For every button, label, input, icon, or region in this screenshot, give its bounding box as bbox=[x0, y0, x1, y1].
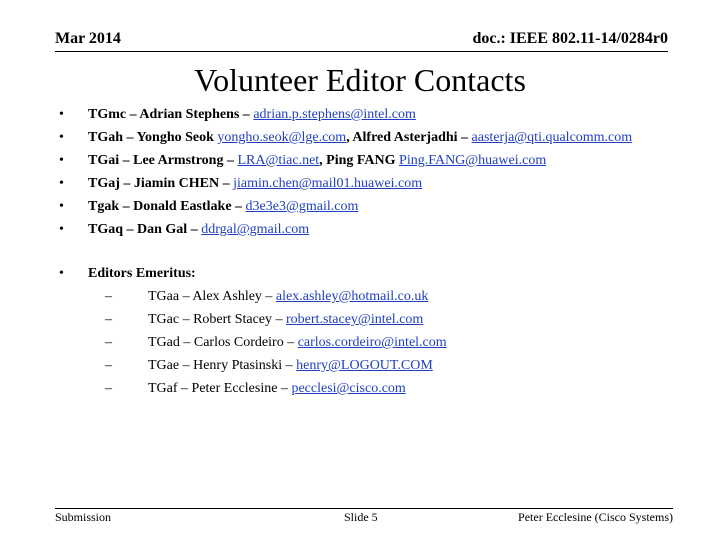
list-item bbox=[88, 380, 689, 397]
contact-name: TGac – Robert Stacey – bbox=[148, 312, 287, 327]
contact-name: TGaq – Dan Gal – bbox=[88, 222, 202, 237]
contact-name: TGah – Yongho Seok bbox=[88, 130, 218, 145]
bullet-icon: • bbox=[59, 176, 64, 191]
list-item-emeritus bbox=[59, 265, 689, 397]
list-item bbox=[59, 175, 689, 192]
contact-name: , Ping FANG bbox=[319, 153, 400, 168]
email-link[interactable]: adrian.p.stephens@intel.com bbox=[253, 107, 416, 122]
list-item bbox=[59, 129, 689, 146]
bullet-icon: • bbox=[59, 107, 64, 122]
dash-icon: – bbox=[105, 289, 112, 304]
email-link[interactable]: ddrgal@gmail.com bbox=[201, 222, 310, 237]
bullet-icon: • bbox=[59, 153, 64, 168]
dash-icon: – bbox=[105, 358, 112, 373]
footer-author: Peter Ecclesine (Cisco Systems) bbox=[518, 510, 673, 524]
email-link[interactable]: carlos.cordeiro@intel.com bbox=[297, 335, 447, 350]
list-item bbox=[88, 288, 689, 305]
contact-name: , Alfred Asterjadhi – bbox=[346, 130, 472, 145]
contact-name: TGmc – Adrian Stephens – bbox=[88, 107, 254, 122]
list-item bbox=[88, 334, 689, 351]
list-item bbox=[88, 311, 689, 328]
list-item bbox=[59, 152, 689, 169]
email-link[interactable]: aasterja@qti.qualcomm.com bbox=[471, 130, 633, 145]
emeritus-label: Editors Emeritus: bbox=[88, 266, 196, 281]
contact-list bbox=[59, 106, 689, 403]
bullet-icon: • bbox=[59, 222, 64, 237]
contact-name: TGai – Lee Armstrong – bbox=[88, 153, 238, 168]
email-link[interactable]: robert.stacey@intel.com bbox=[286, 312, 424, 327]
list-item bbox=[59, 198, 689, 215]
list-item bbox=[59, 221, 689, 238]
bullet-icon: • bbox=[59, 266, 64, 281]
bullet-icon: • bbox=[59, 199, 64, 214]
contact-name: TGaf – Peter Ecclesine – bbox=[148, 381, 292, 396]
footer-slide-number: Slide 5 bbox=[344, 510, 378, 524]
dash-icon: – bbox=[105, 335, 112, 350]
dash-icon: – bbox=[105, 381, 112, 396]
emeritus-list bbox=[88, 288, 689, 397]
header-date: Mar 2014 bbox=[55, 30, 121, 47]
contact-name: TGae – Henry Ptasinski – bbox=[148, 358, 297, 373]
email-link[interactable]: Ping.FANG@huawei.com bbox=[399, 153, 547, 168]
list-item bbox=[59, 106, 689, 123]
slide-title: Volunteer Editor Contacts bbox=[194, 62, 526, 98]
contact-name: TGaj – Jiamin CHEN – bbox=[88, 176, 234, 191]
email-link[interactable]: alex.ashley@hotmail.co.uk bbox=[275, 289, 429, 304]
email-link[interactable]: LRA@tiac.net bbox=[237, 153, 320, 168]
email-link[interactable]: yongho.seok@lge.com bbox=[217, 130, 347, 145]
header-doc-id: doc.: IEEE 802.11-14/0284r0 bbox=[472, 30, 668, 47]
footer-divider bbox=[55, 508, 673, 509]
email-link[interactable]: jiamin.chen@mail01.huawei.com bbox=[233, 176, 423, 191]
contact-name: Tgak – Donald Eastlake – bbox=[88, 199, 246, 214]
header-divider bbox=[55, 51, 668, 52]
dash-icon: – bbox=[105, 312, 112, 327]
email-link[interactable]: henry@LOGOUT.COM bbox=[296, 358, 433, 373]
bullet-icon: • bbox=[59, 130, 64, 145]
list-item bbox=[88, 357, 689, 374]
email-link[interactable]: d3e3e3@gmail.com bbox=[245, 199, 359, 214]
email-link[interactable]: pecclesi@cisco.com bbox=[291, 381, 406, 396]
contact-name: TGad – Carlos Cordeiro – bbox=[148, 335, 298, 350]
contact-name: TGaa – Alex Ashley – bbox=[148, 289, 276, 304]
footer-submission: Submission bbox=[55, 510, 112, 524]
